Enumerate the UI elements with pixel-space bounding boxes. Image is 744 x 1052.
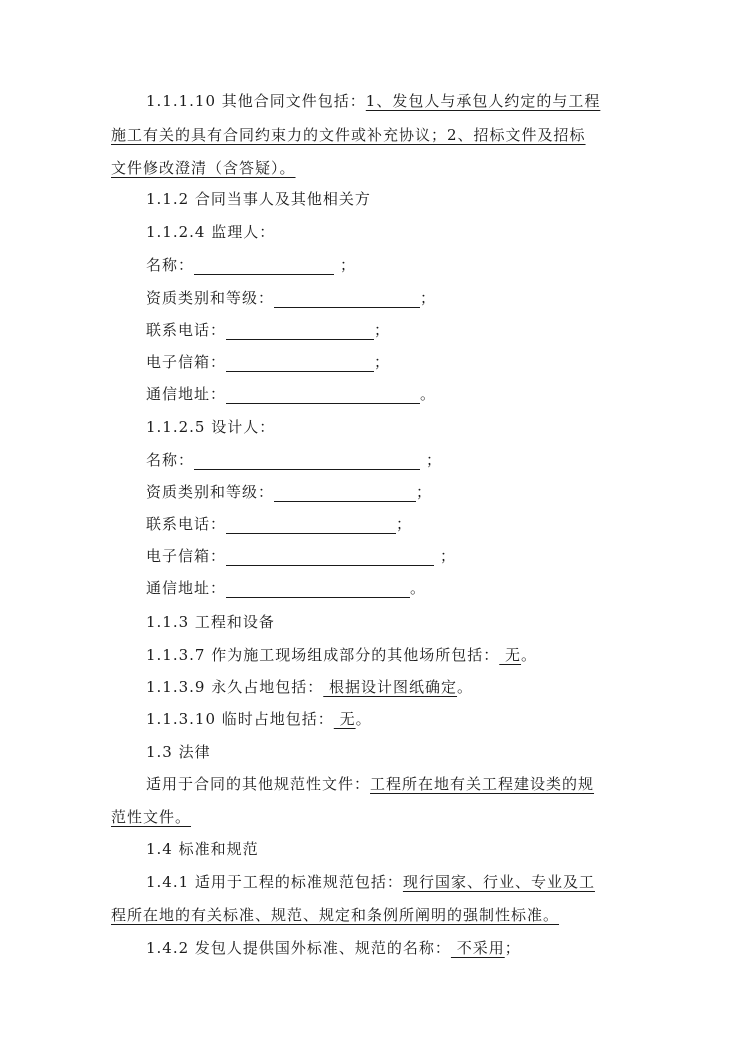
field-label: 1.1.3.10 临时占地包括： [146, 710, 334, 728]
permanent-land-value: 根据设计图纸确定 [323, 678, 458, 696]
designer-address-blank [226, 579, 410, 598]
foreign-standards-row [146, 938, 521, 958]
field-suffix: ； [374, 353, 391, 371]
field-label: 名称： [146, 256, 195, 274]
field-label: 1.1.3.9 永久占地包括： [146, 678, 324, 696]
applicable-standards-cont: 程所在地的有关标准、规范、规定和条例所阐明的强制性标准。 [111, 906, 560, 924]
field-suffix: 。 [457, 678, 474, 696]
other-site-value: 无 [499, 646, 522, 664]
field-label: 1.4.1 适用于工程的标准规范包括： [146, 873, 403, 891]
field-label: 联系电话： [146, 321, 227, 339]
section-1-1-2-heading: 1.1.2 合同当事人及其他相关方 [146, 190, 371, 208]
field-label: 联系电话： [146, 515, 227, 533]
supervisor-name-row [146, 255, 356, 275]
field-suffix: ； [340, 256, 357, 274]
applicable-standards-value: 现行国家、行业、专业及工 [402, 873, 595, 891]
supervisor-address-row [146, 384, 436, 404]
designer-email-row [146, 546, 456, 566]
field-suffix: ； [504, 939, 521, 957]
supervisor-qualification-row [146, 288, 436, 308]
applicable-standards-row [146, 872, 595, 892]
field-label: 资质类别和等级： [146, 289, 275, 307]
field-label: 1.1.3.7 作为施工现场组成部分的其他场所包括： [146, 646, 500, 664]
clause-prefix: 1.1.1.10 其他合同文件包括： [146, 92, 366, 110]
field-suffix: 。 [420, 385, 437, 403]
field-suffix: 。 [355, 710, 372, 728]
designer-name-row [146, 450, 442, 470]
field-label: 电子信箱： [146, 353, 227, 371]
other-normative-docs-cont: 范性文件。 [111, 808, 192, 826]
field-suffix: ； [440, 547, 457, 565]
field-label: 电子信箱： [146, 547, 227, 565]
supervisor-email-blank [226, 353, 374, 372]
clause-1-1-1-10 [146, 91, 600, 111]
other-normative-docs-row [146, 774, 594, 794]
designer-phone-row [146, 514, 412, 534]
clause-1-1-1-10-cont1: 施工有关的具有合同约束力的文件或补充协议；2、招标文件及招标 [111, 126, 586, 144]
field-suffix: ； [416, 483, 433, 501]
field-suffix: ； [374, 321, 391, 339]
supervisor-qualification-blank [274, 289, 420, 308]
designer-phone-blank [226, 515, 396, 534]
supervisor-email-row [146, 352, 390, 372]
field-suffix: ； [396, 515, 413, 533]
supervisor-address-blank [226, 385, 420, 404]
supervisor-phone-row [146, 320, 390, 340]
field-label: 1.4.2 发包人提供国外标准、规范的名称： [146, 939, 451, 957]
designer-qualification-row [146, 482, 432, 502]
section-1-4-heading: 1.4 标准和规范 [146, 840, 259, 858]
field-suffix: ； [426, 451, 443, 469]
permanent-land-row [146, 677, 473, 697]
designer-email-blank [226, 547, 434, 566]
field-suffix: 。 [521, 646, 538, 664]
other-site-row [146, 645, 537, 665]
temporary-land-value: 无 [333, 710, 356, 728]
clause-value: 1、发包人与承包人约定的与工程 [365, 92, 601, 110]
supervisor-name-blank [194, 256, 334, 275]
clause-1-1-1-10-cont2: 文件修改澄清（含答疑）。 [111, 159, 296, 177]
other-normative-docs-value: 工程所在地有关工程建设类的规 [370, 775, 595, 793]
supervisor-phone-blank [226, 321, 374, 340]
designer-address-row [146, 578, 426, 598]
field-label: 通信地址： [146, 385, 227, 403]
field-label: 资质类别和等级： [146, 483, 275, 501]
designer-qualification-blank [274, 483, 416, 502]
foreign-standards-value: 不采用 [450, 939, 505, 957]
field-label: 名称： [146, 451, 195, 469]
field-suffix: 。 [410, 579, 427, 597]
section-1-1-3-heading: 1.1.3 工程和设备 [146, 613, 275, 631]
field-label: 通信地址： [146, 579, 227, 597]
temporary-land-row [146, 709, 372, 729]
field-label: 适用于合同的其他规范性文件： [146, 775, 371, 793]
designer-heading: 1.1.2.5 设计人： [146, 418, 276, 436]
designer-name-blank [194, 451, 420, 470]
field-suffix: ； [420, 289, 437, 307]
section-1-3-heading: 1.3 法律 [146, 743, 211, 761]
supervisor-heading: 1.1.2.4 监理人： [146, 223, 276, 241]
